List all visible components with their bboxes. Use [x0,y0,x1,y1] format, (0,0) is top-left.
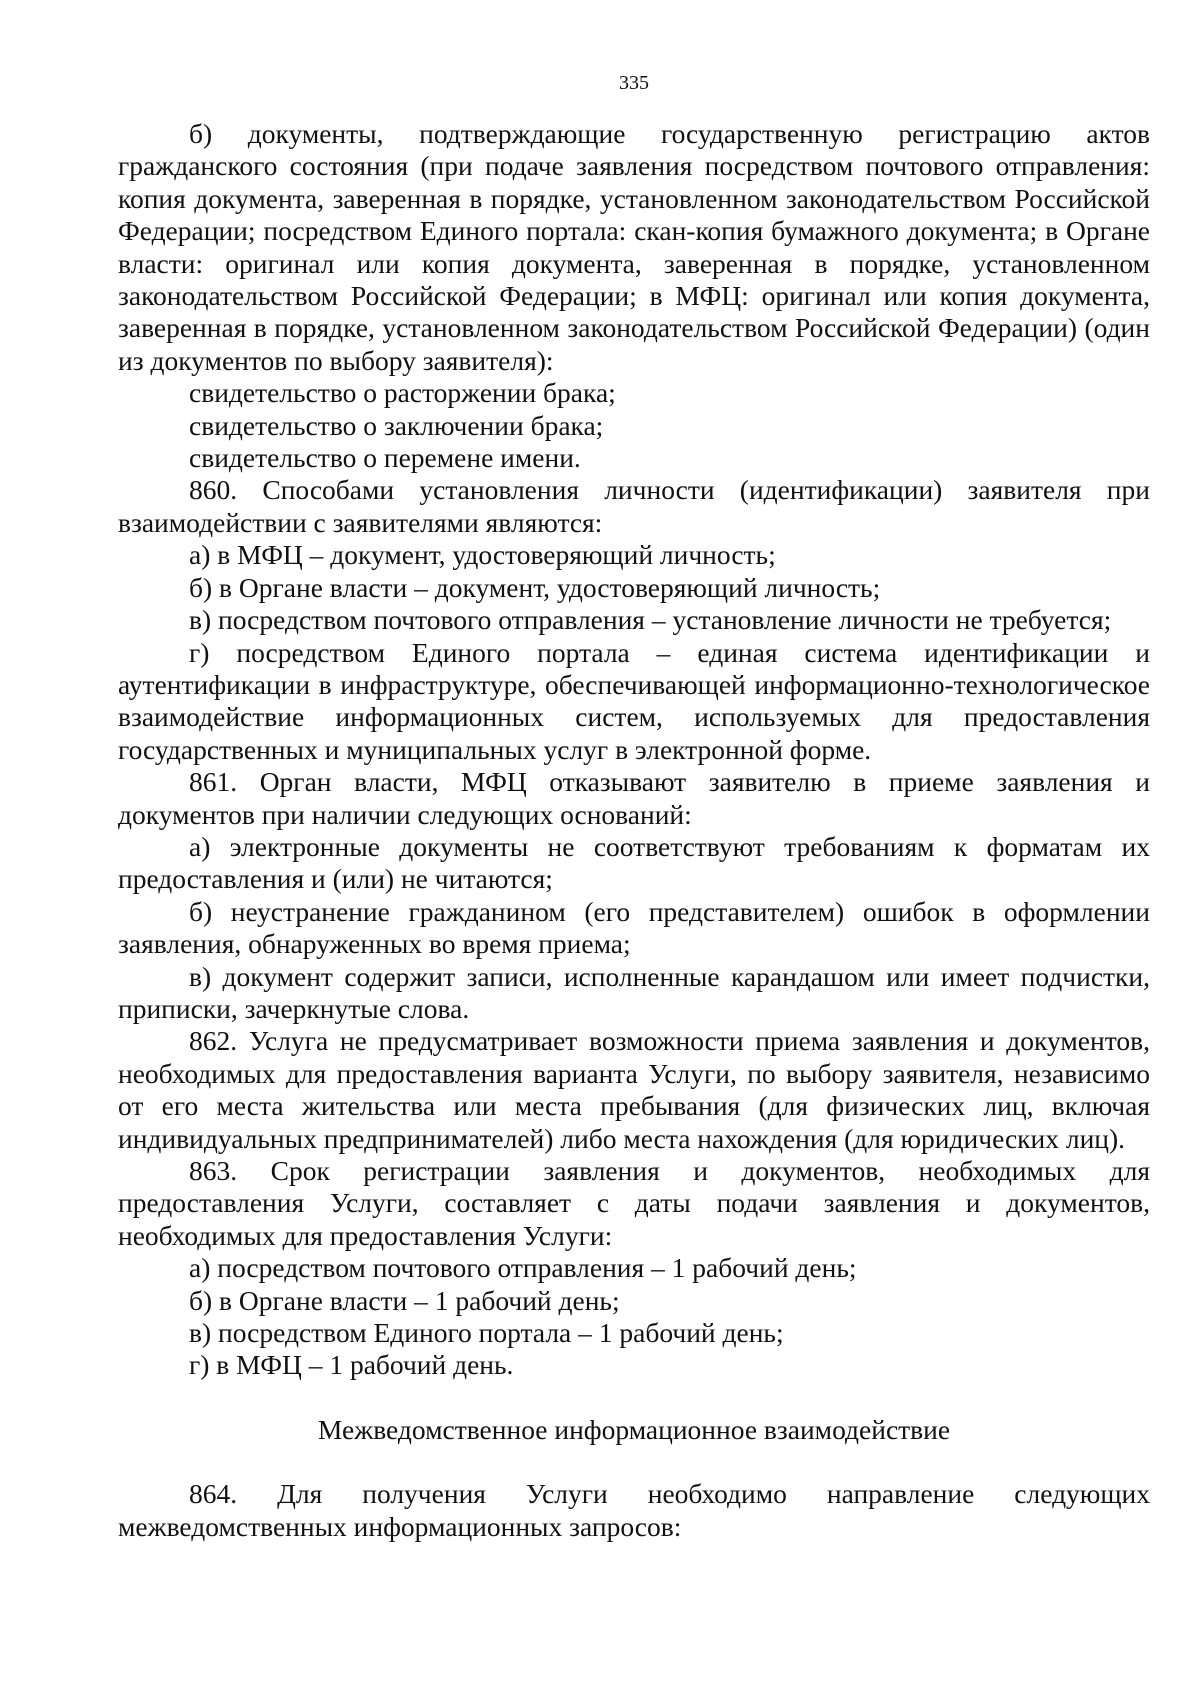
paragraph-861-a: а) электронные документы не соответствуют требованиям к форматам их предоставления и (или) не читаются; [118,830,1150,895]
paragraph-documents-civil-status: б) документы, подтверждающие государственную регистрацию актов гражданского состояния (при подаче заявления посредством почтового отправления: копия документа, заверенная в порядке, установленном законодательством Российской Федерации; посредством Единого портала: скан-копия бумажного документа; в Органе власти: оригинал или копия документа, заверенная в порядке, установленном законодательством Российской Федерации; в МФЦ: оригинал или копия документа, заверенная в порядке, установленном законодательством Российской Федерации) (один из документов по выбору заявителя): [118,118,1150,376]
paragraph-860: 860. Способами установления личности (идентификации) заявителя при взаимодействии с заявителями являются: [118,474,1150,538]
paragraph-861-b: б) неустранение гражданином (его представителем) ошибок в оформлении заявления, обнаруженных во время приема; [118,895,1150,960]
paragraph-860-a: а) в МФЦ – документ, удостоверяющий личность; [189,539,776,571]
document-body [118,118,1150,1543]
section-heading: Межведомственное информационное взаимодействие [317,1413,951,1445]
paragraph-860-g: г) посредством Единого портала – единая система идентификации и аутентификации в инфраструктуре, обеспечивающей информационно-технологическое взаимодействие информационных систем, используемых для предоставления государственных и муниципальных услуг в электронной форме. [118,636,1150,765]
paragraph-863-g: г) в МФЦ – 1 рабочий день. [189,1349,514,1381]
paragraph-863-v: в) посредством Единого портала – 1 рабочий день; [189,1317,784,1349]
paragraph-863-a: а) посредством почтового отправления – 1 рабочий день; [189,1252,857,1284]
page-number: 335 [619,72,649,94]
paragraph-name-change-certificate: свидетельство о перемене имени. [189,442,581,474]
paragraph-marriage-certificate: свидетельство о заключении брака; [189,409,604,441]
document-page [118,0,1150,1543]
paragraph-861-v: в) документ содержит записи, исполненные карандашом или имеет подчистки, приписки, зачеркнутые слова. [118,960,1150,1024]
paragraph-divorce-certificate: свидетельство о расторжении брака; [189,377,616,409]
paragraph-863-b: б) в Органе власти – 1 рабочий день; [189,1284,620,1316]
paragraph-860-b: б) в Органе власти – документ, удостоверяющий личность; [189,571,881,603]
paragraph-862: 862. Услуга не предусматривает возможности приема заявления и документов, необходимых для предоставления варианта Услуги, по выбору заявителя, независимо от его места жительства или места пребывания (для физических лиц, включая индивидуальных предпринимателей) либо места нахождения (для юридических лиц). [118,1025,1150,1154]
paragraph-861: 861. Орган власти, МФЦ отказывают заявителю в приеме заявления и документов при наличии следующих оснований: [118,766,1150,830]
paragraph-860-v: в) посредством почтового отправления – установление личности не требуется; [189,604,1112,636]
paragraph-863: 863. Срок регистрации заявления и документов, необходимых для предоставления Услуги, составляет с даты подачи заявления и документов, необходимых для предоставления Услуги: [118,1155,1150,1251]
paragraph-864: 864. Для получения Услуги необходимо направление следующих межведомственных информационных запросов: [118,1478,1150,1542]
